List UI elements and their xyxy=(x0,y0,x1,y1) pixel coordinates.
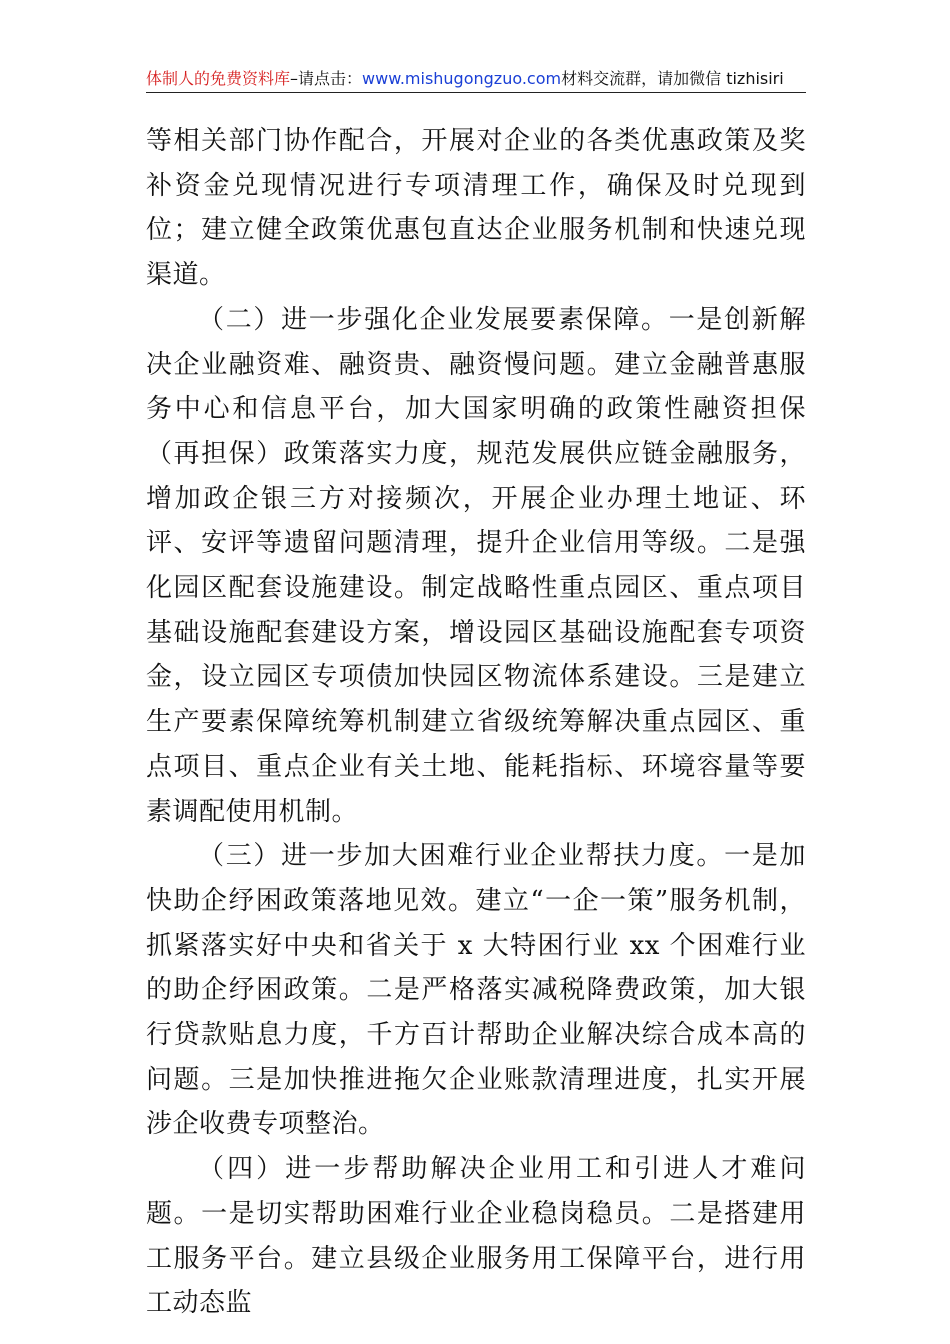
paragraph-section-2: （二）进一步强化企业发展要素保障。一是创新解决企业融资难、融资贵、融资慢问题。建立金融普惠服务中心和信息平台，加大国家明确的政策性融资担保（再担保）政策落实力度，规范发展供应链金融服务，增加政企银三方对接频次，开展企业办理土地证、环评、安评等遗留问题清理，提升企业信用等级。二是强化园区配套设施建设。制定战略性重点园区、重点项目基础设施配套建设方案，增设园区基础设施配套专项资金，设立园区专项债加快园区物流体系建设。三是建立生产要素保障统筹机制建立省级统筹解决重点园区、重点项目、重点企业有关土地、能耗指标、环境容量等要素调配使用机制。 xyxy=(146,304,806,827)
page-header xyxy=(146,66,806,93)
document-body xyxy=(146,119,806,1326)
header-contact: 材料交流群，请加微信 tizhisiri xyxy=(561,69,784,88)
header-brand: 体制人的免费资料库 xyxy=(146,69,291,88)
paragraph-continuation: 等相关部门协作配合，开展对企业的各类优惠政策及奖补资金兑现情况进行专项清理工作，确保及时兑现到位；建立健全政策优惠包直达企业服务机制和快速兑现渠道。 xyxy=(146,126,806,291)
header-prompt: –请点击： xyxy=(290,69,363,88)
header-website-link[interactable]: www.mishugongzuo.com xyxy=(362,69,562,88)
paragraph-section-4: （四）进一步帮助解决企业用工和引进人才难问题。一是切实帮助困难行业企业稳岗稳员。二是搭建用工服务平台。建立县级企业服务用工保障平台，进行用工动态监 xyxy=(146,1154,806,1319)
paragraph-section-3: （三）进一步加大困难行业企业帮扶力度。一是加快助企纾困政策落地见效。建立“一企一策”服务机制，抓紧落实好中央和省关于 x 大特困行业 xx 个困难行业的助企纾困政策。二是严格落实减税降费政策，加大银行贷款贴息力度，千方百计帮助企业解决综合成本高的问题。三是加快推进拖欠企业账款清理进度，扎实开展涉企收费专项整治。 xyxy=(146,841,806,1140)
